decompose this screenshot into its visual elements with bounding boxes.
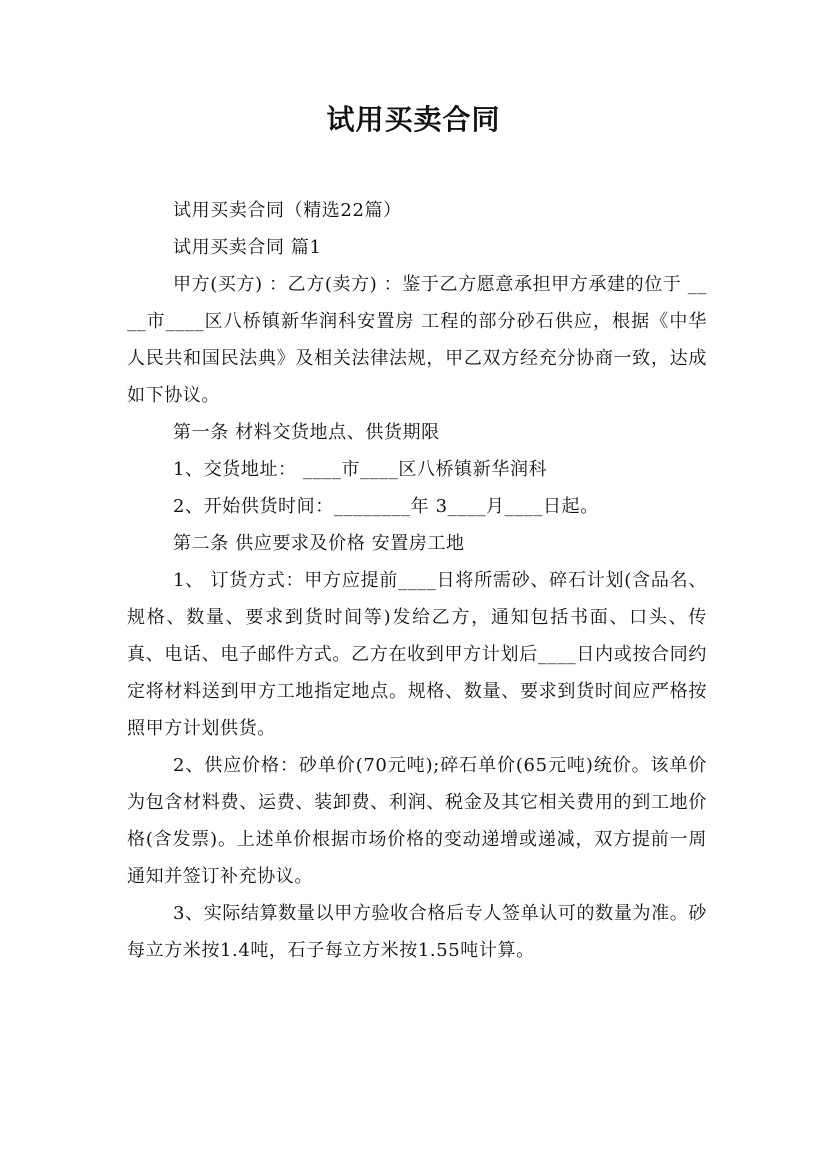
paragraph-supply-price: 2、供应价格：砂单价(70元吨);碎石单价(65元吨)统价。该单价为包含材料费、运费、装卸费、利润、税金及其它相关费用的到工地价格(含发票)。上述单价根据市场价格的变动递增或递减，双方提前一周通知并签订补充协议。 — [127, 755, 707, 887]
paragraph-section-heading: 试用买卖合同 篇1 — [173, 237, 322, 258]
paragraph-article-2-heading: 第二条 供应要求及价格 安置房工地 — [173, 533, 465, 554]
document-title: 试用买卖合同 — [326, 103, 501, 136]
paragraph-parties: 甲方(买方) ：乙方(卖方) ：鉴于乙方愿意承担甲方承建的位于 ____市____区八桥镇新华润科安置房 工程的部分砂石供应，根据《中华人民共和国民法典》及相关法律法规，甲乙双方经充分协商一致，达成如下协议。 — [127, 274, 707, 406]
paragraph-subtitle: 试用买卖合同（精选22篇） — [173, 200, 402, 221]
paragraph-delivery-address: 1、交货地址： ____市____区八桥镇新华润科 — [173, 459, 548, 480]
document-body — [127, 192, 707, 969]
paragraph-ordering-method: 1、 订货方式：甲方应提前____日将所需砂、碎石计划(含品名、规格、数量、要求到货时间等)发给乙方，通知包括书面、口头、传真、电话、电子邮件方式。乙方在收到甲方计划后____日内或按合同约定将材料送到甲方工地指定地点。规格、数量、要求到货时间应严格按照甲方计划供货。 — [127, 570, 707, 739]
paragraph-supply-start: 2、开始供货时间：________年 3____月____日起。 — [173, 496, 599, 517]
paragraph-settlement-quantity: 3、实际结算数量以甲方验收合格后专人签单认可的数量为准。砂每立方米按1.4吨，石子每立方米按1.55吨计算。 — [127, 903, 707, 961]
paragraph-article-1-heading: 第一条 材料交货地点、供货期限 — [173, 422, 440, 443]
